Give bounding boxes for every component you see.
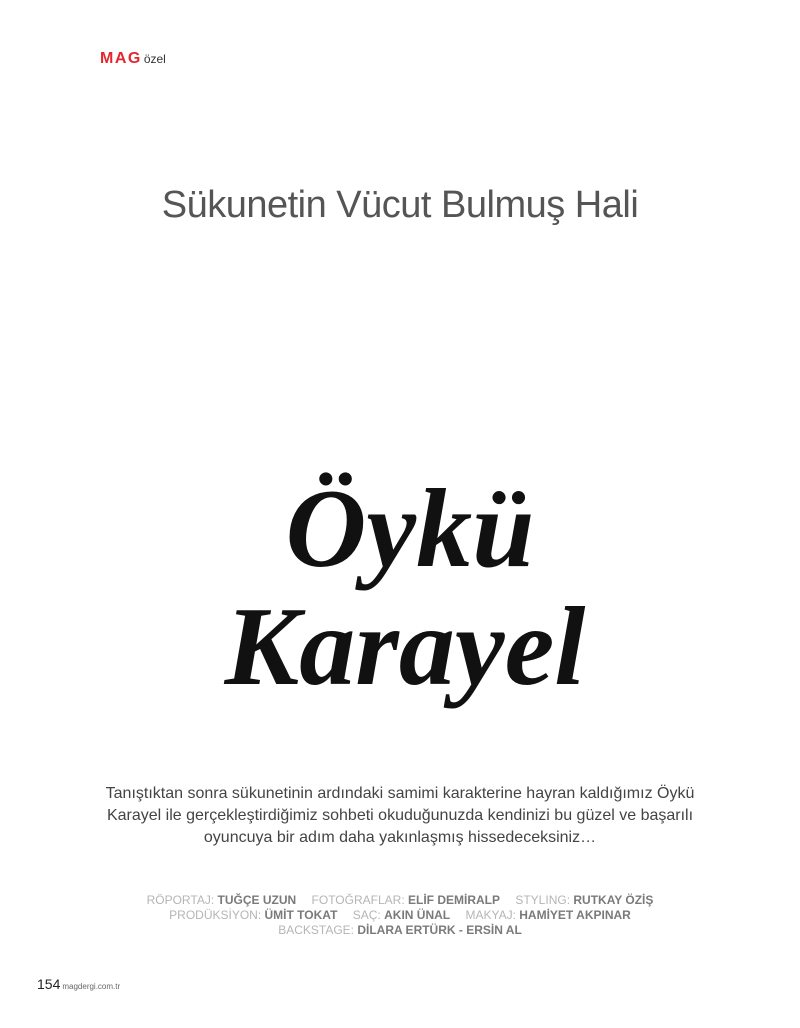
page-footer [37, 976, 120, 992]
credit-person: ÜMİT TOKAT [264, 908, 338, 922]
article-title [0, 467, 800, 709]
credit-role: STYLING: [515, 893, 571, 907]
title-last-name: Karayel [224, 585, 586, 709]
credit-person: TUĞÇE UZUN [217, 893, 297, 907]
credit-person: RUTKAY ÖZİŞ [573, 893, 654, 907]
credit-item [353, 908, 450, 922]
credit-role: BACKSTAGE: [278, 923, 354, 937]
credit-person: ELİF DEMİRALP [408, 893, 500, 907]
credits-row-1 [100, 893, 700, 908]
credit-item [312, 893, 500, 907]
credit-item [515, 893, 653, 907]
credit-item [147, 893, 297, 907]
credits-block [100, 893, 700, 938]
magazine-logo: MAG [100, 50, 142, 67]
site-url: magdergi.com.tr [62, 982, 121, 991]
credit-role: MAKYAJ: [465, 908, 516, 922]
section-tag [100, 50, 166, 68]
credit-person: DİLARA ERTÜRK - ERSİN AL [357, 923, 522, 937]
credit-item [278, 923, 522, 937]
article-subtitle: Sükunetin Vücut Bulmuş Hali [161, 184, 639, 226]
page-number: 154 [37, 976, 61, 992]
article-intro: Tanıştıktan sonra sükunetinin ardındaki samimi karakterine hayran kaldığımız Öykü Karayel ile gerçekleştirdiğimiz sohbeti okuduğunuzda kendinizi bu güzel ve başarılı oyuncuya bir adım daha yakınlaşmış hissedeceksiniz… [105, 785, 695, 846]
credit-role: RÖPORTAJ: [146, 893, 215, 907]
credit-role: SAÇ: [352, 908, 381, 922]
credit-item [465, 908, 630, 922]
credit-item [169, 908, 337, 922]
credits-row-3 [100, 923, 700, 938]
credit-person: AKIN ÜNAL [384, 908, 451, 922]
credit-role: FOTOĞRAFLAR: [311, 893, 405, 907]
title-first-name: Öykü [285, 467, 535, 591]
section-label: özel [143, 52, 166, 66]
credits-row-2 [100, 908, 700, 923]
credit-person: HAMİYET AKPINAR [519, 908, 631, 922]
credit-role: PRODÜKSİYON: [169, 908, 262, 922]
